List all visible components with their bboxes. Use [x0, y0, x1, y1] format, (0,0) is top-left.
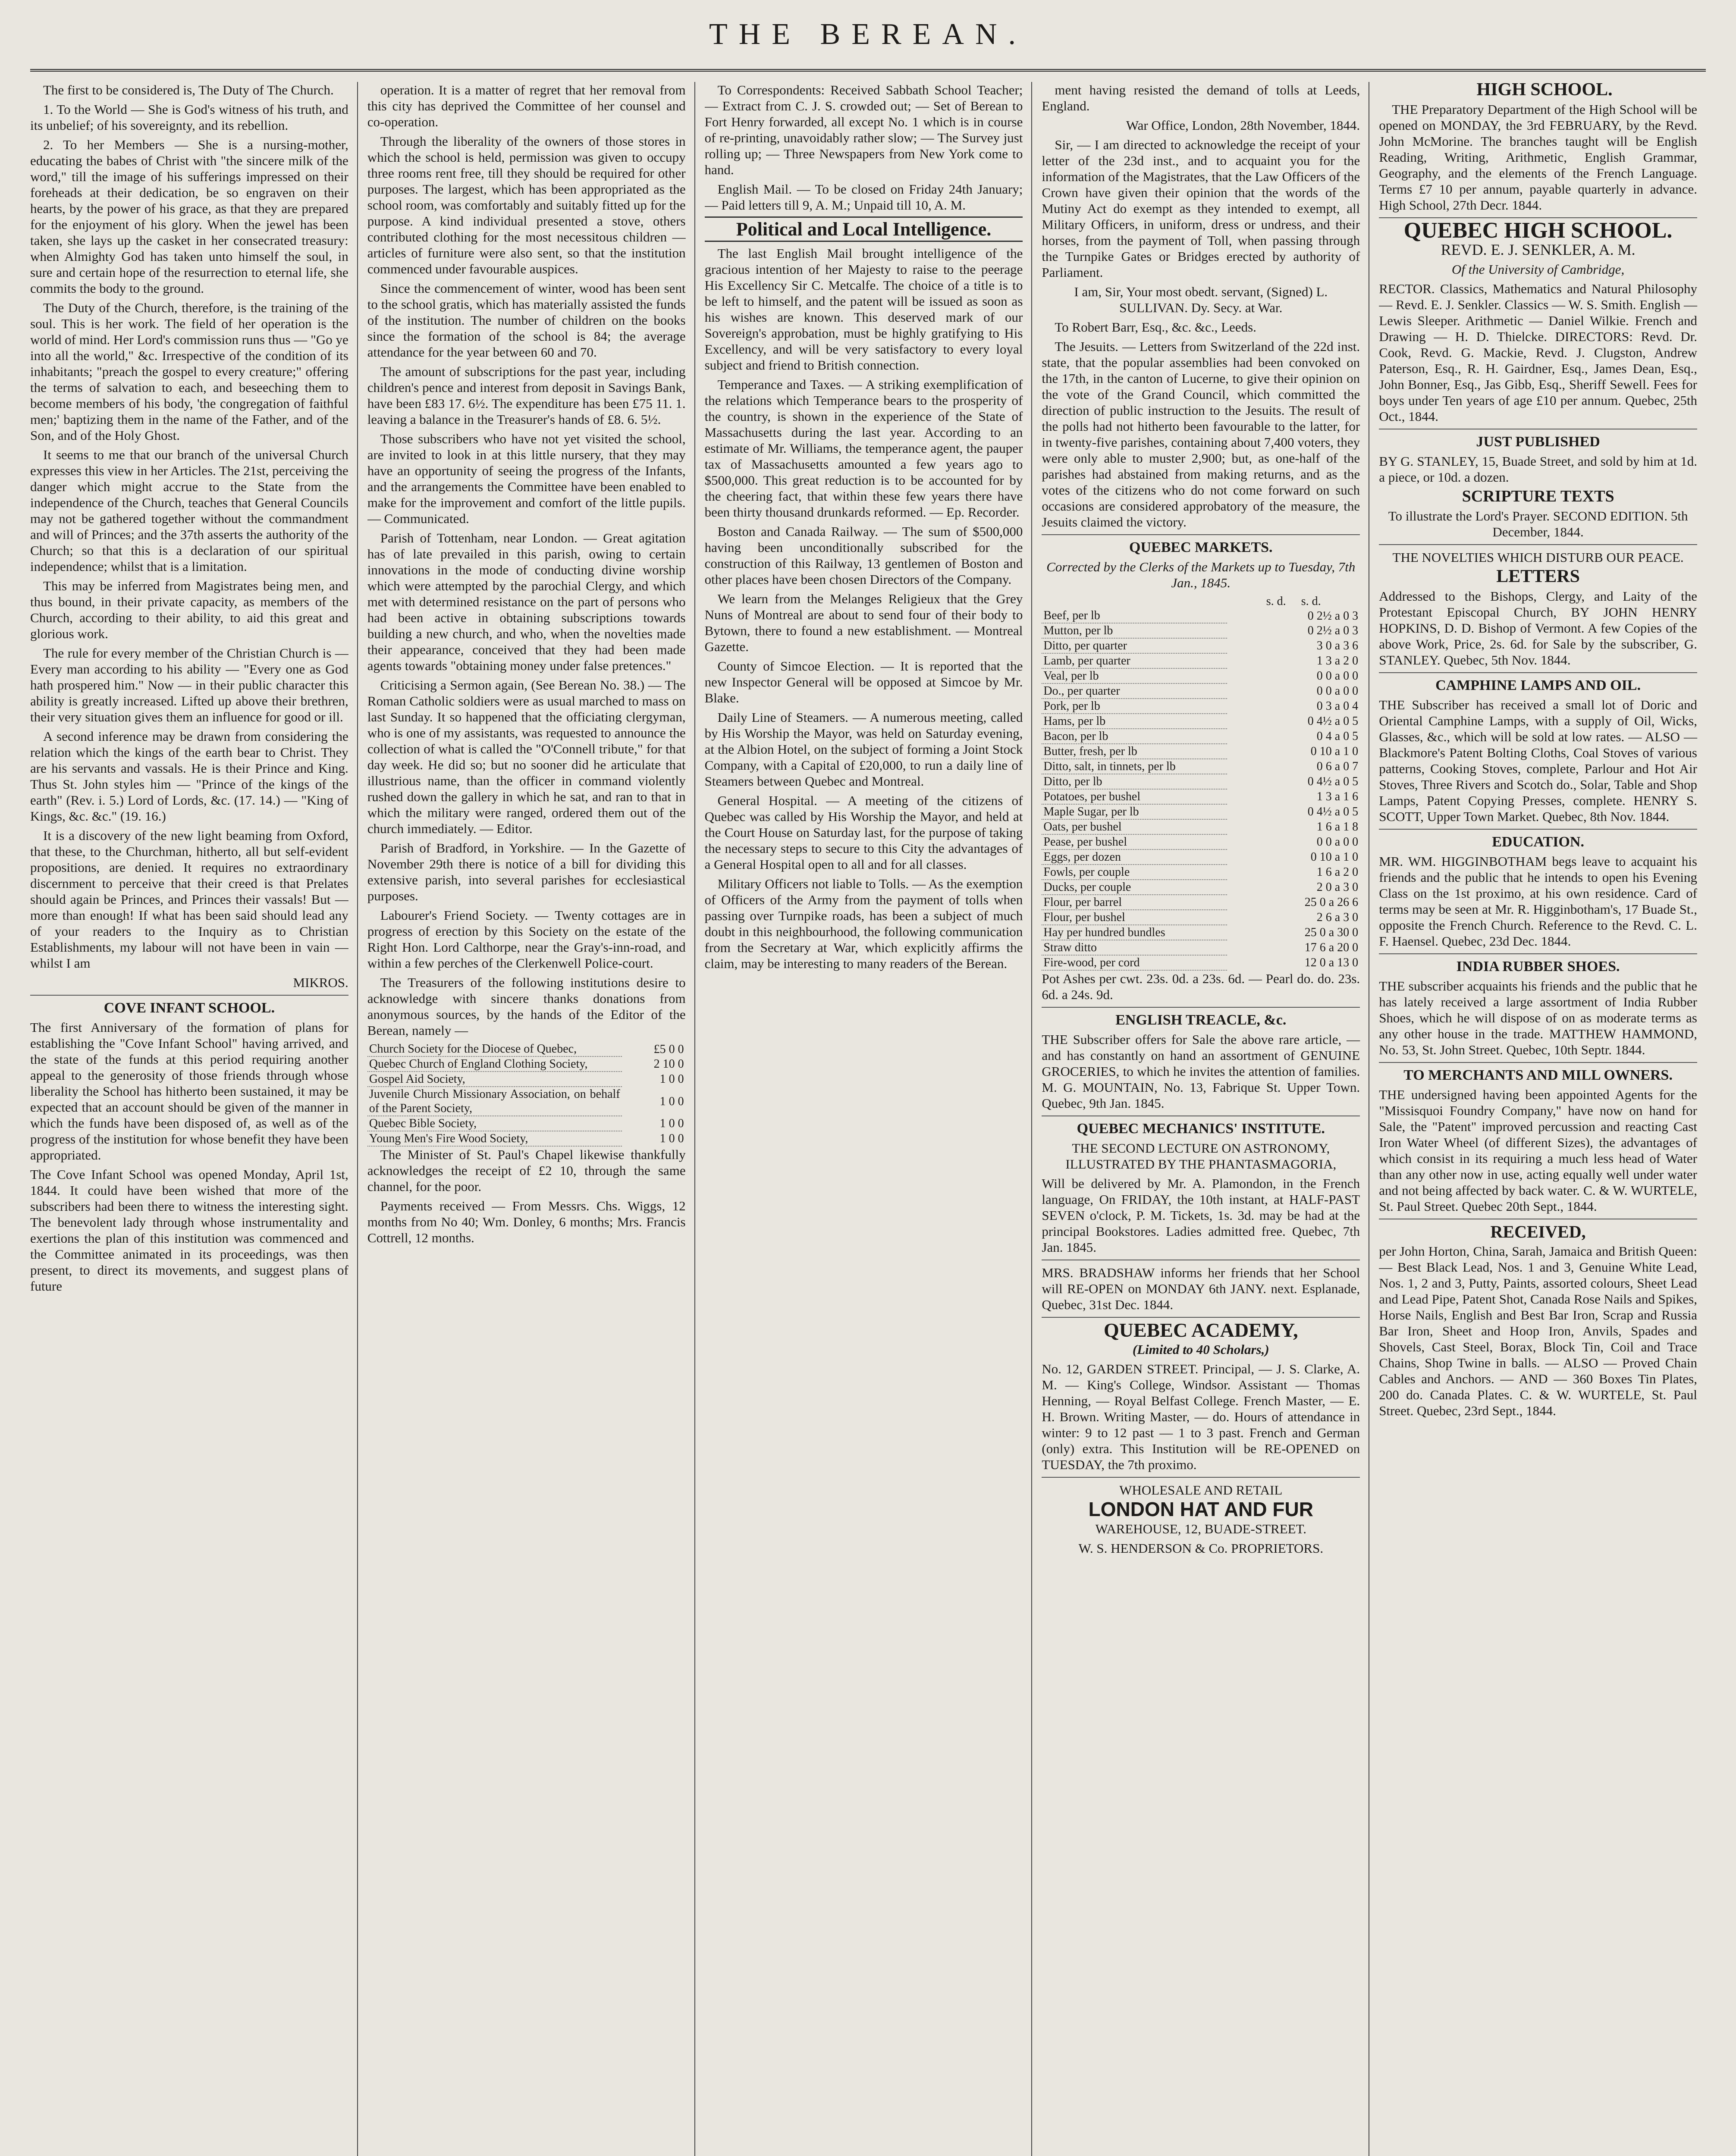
market-price: 3 0 a 3 6 [1316, 639, 1359, 652]
article-paragraph: The Duty of the Church, therefore, is the training of the soul. This is her work. The field of her operation is the world of mind. Her Lord's commission runs thus — "Go ye into all the world," &c. Irrespective of the condition of its inhabitants; "preach the gospel to every creature;" offering the terms of salvation to each, and beseeching them to become members of his body, 'the congregation of faithful men;' baptizing them in the name of the Father, and of the Son, and of the Holy Ghost. [30, 300, 348, 443]
ad-body: THE Subscriber has received a small lot of Doric and Oriental Camphine Lamps, with a supply of Oil, Wicks, Glasses, &c., which will be sold at low rates. — ALSO — Blackmore's Patent Bolting Cloths, Coal Stoves of various patterns, Cooking Stoves, complete, Parlour and Hot Air Stoves, Three Rivers and Scotch do., Solar, Table and Shop Lamps, Patent Copying Presses, complete. HENRY S. SCOTT, Upper Town Market. Quebec, 8th Nov. 1844. [1379, 697, 1697, 824]
article-paragraph: The Treasurers of the following institutions desire to acknowledge with sincere thanks donations from anonymous sources, by the hands of the Editor of the Berean, namely — [367, 975, 686, 1038]
market-item: Flour, per barrel [1042, 895, 1227, 910]
ad-proprietors: W. S. HENDERSON & Co. PROPRIETORS. [1078, 1541, 1324, 1556]
table-row [367, 1116, 686, 1131]
market-price: 1 3 a 1 6 [1316, 790, 1359, 803]
ad-heading: CAMPHINE LAMPS AND OIL. [1435, 677, 1641, 693]
donation-label: Juvenile Church Missionary Association, on behalf of the Parent Society, [367, 1087, 622, 1116]
ad-heading: QUEBEC MECHANICS' INSTITUTE. [1077, 1121, 1325, 1137]
ad-heading: LONDON HAT AND FUR [1088, 1498, 1313, 1520]
markets-table [1042, 594, 1360, 971]
market-price: 0 10 a 1 0 [1310, 850, 1359, 864]
table-row [1042, 925, 1360, 940]
market-item: Lamb, per quarter [1042, 653, 1227, 668]
article-paragraph: Boston and Canada Railway. — The sum of $500,000 having been unconditionally subscribed for the construction of this Railway, 13 gentlemen of Boston and other places have been chosen Directors of the Company. [704, 524, 1023, 587]
market-price: 0 4½ a 0 5 [1307, 775, 1359, 788]
article-paragraph: Temperance and Taxes. — A striking exemplification of the relations which Temperance bears to the prosperity of the country, is shown in the experience of the State of Massachusetts during the last year. According to an estimate of Mr. Williams, the temperance agent, the pauper tax of Massachusetts amounted a few years ago to $500,000. This great reduction is to be accounted for by the cheering fact, that within these few years there have been thirty thousand drunkards reformed. — Ep. Recorder. [704, 377, 1023, 520]
article-paragraph: The Jesuits. — Letters from Switzerland of the 22d inst. state, that the popular assemblies had been convoked on the 17th, in the canton of Lucerne, to give their opinion on the vote of the Grand Council, which committed the direction of public instruction to the Jesuits. The result of the polls had not hitherto been favourable to the latter, for in twenty-five parishes, containing about 7,400 voters, they were only able to muster 2,900; but, as one-half of the parishes had abstained from making returns, and as the votes of the citizens who do not come forward on such occasions are considered approbatory of the measure, the Jesuits claimed the victory. [1042, 339, 1360, 530]
donation-amount: 1 0 0 [659, 1132, 684, 1145]
academy-ad [1042, 1317, 1360, 1473]
market-item: Bacon, per lb [1042, 729, 1227, 744]
market-item: Butter, fresh, per lb [1042, 744, 1227, 759]
publication-ad [1379, 429, 1697, 540]
market-price: 1 6 a 1 8 [1316, 820, 1359, 834]
table-row [1042, 653, 1360, 668]
cove-school-article [30, 995, 348, 1294]
ad-body: THE Preparatory Department of the High School will be opened on MONDAY, the 3rd FEBRUARY, by the Revd. John McMorine. The branches taught will be English Reading, Writing, Arithmetic, English Grammar, Geography, and the elements of the French Language. Terms £7 10 per annum, payable quarterly in advance. High School, 27th Decr. 1844. [1379, 102, 1697, 213]
article-paragraph: A second inference may be drawn from considering the relation which the kings of the earth bear to Christ. They are his servants and vassals. He is their Prince and King. Thus St. John styles him — "Prince of the kings of the earth" (Rev. i. 5.) Lord of Lords, &c. (17. 14.) — "King of Kings, &c. &c." (19. 16.) [30, 729, 348, 824]
market-price: 0 4 a 0 5 [1316, 730, 1359, 743]
ad-body: THE subscriber acquaints his friends and the public that he has lately received a large assortment of India Rubber Shoes, which he will dispose of on as moderate terms as any other house in the trade. MATTHEW HAMMOND, No. 53, St. John Street. Quebec, 10th Septr. 1844. [1379, 978, 1697, 1057]
column-header [1227, 594, 1360, 608]
rector-university: Of the University of Cambridge, [1451, 262, 1625, 277]
ashes-prices: Pot Ashes per cwt. 23s. 0d. a 23s. 6d. — Pearl do. do. 23s. 6d. a 24s. 9d. [1042, 971, 1360, 1002]
market-item: Flour, per bushel [1042, 910, 1227, 925]
table-row [1042, 910, 1360, 925]
ad-heading: EDUCATION. [1492, 834, 1584, 850]
article-paragraph: 1. To the World — She is God's witness of his truth, and its unbelief; of his sovereignty, and its rebellion. [30, 102, 348, 133]
column-3 [705, 82, 1033, 2156]
column-5 [1379, 82, 1706, 2156]
ad-body: MRS. BRADSHAW informs her friends that her School will RE-OPEN on MONDAY 6th JANY. next. Esplanade, Quebec, 31st Dec. 1844. [1042, 1265, 1360, 1312]
table-row [1042, 804, 1360, 819]
market-price: 0 0 a 0 0 [1316, 684, 1359, 698]
market-price: 0 4½ a 0 5 [1307, 714, 1359, 728]
column-4 [1042, 82, 1369, 2156]
ad-body: THE undersigned having been appointed Agents for the "Missisquoi Foundry Company," have now on hand for Sale, the "Patent" improved percussion and reacting Cast Iron Water Wheel (of different Sizes), the advantages of which consist in its requiring a much less head of Water than any other now in use, acting equally well under water and not being affected by back water. C. & W. WURTELE, St. Paul Street. Quebec 20th Sept., 1844. [1379, 1087, 1697, 1214]
market-price: 0 0 a 0 0 [1316, 835, 1359, 849]
article-paragraph: ment having resisted the demand of tolls at Leeds, England. [1042, 82, 1360, 113]
article-paragraph: Through the liberality of the owners of those stores in which the school is held, permission was given to occupy three rooms rent free, till they should be required for other purposes. The largest, which has been appropriated as the school room, was comfortably and suitably fitted up for the purpose. A kind individual presented a stove, others contributed clothing for the most necessitous children — articles of furniture were also sent, so that the institution commenced under favourable auspices. [367, 134, 686, 276]
ad-subheading: (Limited to 40 Scholars,) [1132, 1342, 1269, 1357]
table-header-row [1042, 594, 1360, 608]
table-row [1042, 714, 1360, 729]
market-price: 25 0 a 30 0 [1304, 926, 1359, 939]
section-heading: Political and Local Intelligence. [705, 216, 1023, 242]
ad-heading: ENGLISH TREACLE, &c. [1115, 1012, 1287, 1028]
article-paragraph: Military Officers not liable to Tolls. — As the exemption of Officers of the Army from the payment of tolls when passing over Turnpike roads, has been a subject of much doubt in this neighbourhood, the following communication from the Secretary at War, which explicitly affirms the claim, may be interesting to many readers of the Berean. [704, 876, 1023, 971]
market-item: Ditto, per quarter [1042, 638, 1227, 653]
market-price: 1 3 a 2 0 [1316, 654, 1359, 667]
table-row [1042, 819, 1360, 834]
table-row [1042, 608, 1360, 623]
table-row [1042, 774, 1360, 789]
article-paragraph: Since the commencement of winter, wood has been sent to the school gratis, which has materially assisted the funds of the institution. The number of children on the books since the formation of the school is 84; the average attendance for the year between 60 and 70. [367, 281, 686, 360]
article-paragraph: The Cove Infant School was opened Monday, April 1st, 1844. It could have been wished that more of the subscribers had been there to witness the interesting sight. The benevolent lady through whose instrumentality and exertions the plan of this institution was commenced and the Committee animated in its proceedings, was then present, to direct its movements, and suggest plans of future [30, 1167, 348, 1294]
market-item: Veal, per lb [1042, 668, 1227, 683]
market-item: Potatoes, per bushel [1042, 789, 1227, 804]
column-header-2: s. d. [1301, 595, 1321, 608]
markets-subheading: Corrected by the Clerks of the Markets up to Tuesday, 7th Jan., 1845. [1046, 559, 1356, 590]
letter-signoff: I am, Sir, Your most obedt. servant, (Signed) L. SULLIVAN. Dy. Secy. at War. [1074, 284, 1328, 315]
article-paragraph: Criticising a Sermon again, (See Berean No. 38.) — The Roman Catholic soldiers were as usual marched to mass on last Sunday. It so happened that the officiating clergyman, who is one of my assistants, was requested to announce the collection of what is called the "O'Connell tribute," for that day week. He did so; but no sooner did he articulate that illustrious name, than the officer in command violently rushed down the gallery in which he sat, and ran to that in which the military were ranged, ordered them out of the church immediately. — Editor. [367, 677, 686, 836]
notice-paragraph: English Mail. — To be closed on Friday 24th January; — Paid letters till 9, A. M.; Unpaid till 10, A. M. [704, 182, 1023, 213]
donation-label: Church Society for the Diocese of Quebec, [367, 1042, 622, 1056]
market-item: Eggs, per dozen [1042, 849, 1227, 865]
letter-heading: War Office, London, 28th November, 1844. [1126, 118, 1360, 133]
table-row [367, 1087, 686, 1116]
article-paragraph: operation. It is a matter of regret that her removal from this city has deprived the Committee of her counsel and co-operation. [367, 82, 686, 129]
article-paragraph: County of Simcoe Election. — It is reported that the new Inspector General will be opposed at Simcoe by Mr. Blake. [704, 658, 1023, 705]
table-row [367, 1056, 686, 1072]
signature: MIKROS. [293, 975, 348, 990]
article-paragraph: The last English Mail brought intelligence of the gracious intention of her Majesty to raise to the peerage His Excellency Sir C. Metcalfe. The choice of a title is to be left to himself, and the patent will be issued as soon as his wishes are known. This deserved mark of our Sovereign's approbation, must be highly gratifying to His Excellency, and will be very satisfactory to every loyal subject and friend to British connection. [704, 246, 1023, 373]
table-row [1042, 683, 1360, 699]
received-ad [1379, 1219, 1697, 1419]
newspaper-page [30, 17, 1706, 2156]
table-row [1042, 623, 1360, 638]
education-ad [1379, 829, 1697, 949]
article-paragraph: It is a discovery of the new light beaming from Oxford, that these, to the Churchman, hitherto, all but self-evident propositions, are denied. It requires no extraordinary discernment to perceive that their creed is that Prelates should again be Princes, and Princes their vassals! But — more than enough! If what has been said should lead any of your readers to the Inquiry as to Christian Establishments, my labour will not have been in vain — whilst I am [30, 828, 348, 971]
column-header-1: s. d. [1266, 595, 1286, 608]
table-row [1042, 849, 1360, 865]
table-row [367, 1042, 686, 1056]
article-paragraph: Those subscribers who have not yet visited the school, are invited to look in at this little nursery, that they may have an opportunity of seeing the progress of the Infants, and the arrangements the Committee have been enabled to make for the improvement and comfort of the little pupils. — Communicated. [367, 431, 686, 526]
donation-label: Quebec Church of England Clothing Society, [367, 1056, 622, 1072]
donations-table [367, 1042, 686, 1147]
markets-section [1042, 534, 1360, 1003]
market-item: Straw ditto [1042, 940, 1227, 955]
notice-paragraph: To Correspondents: Received Sabbath School Teacher; — Extract from C. J. S. crowded out; — Set of Berean to Fort Henry forwarded, all except No. 1 which is in course of re-printing, unavoidably rather slow; — The Survey just rolling up; — Three Newspapers from New York come to hand. [704, 82, 1023, 177]
table-row [367, 1072, 686, 1087]
donation-label: Young Men's Fire Wood Society, [367, 1131, 622, 1146]
table-row [1042, 759, 1360, 774]
article-paragraph: It seems to me that our branch of the universal Church expresses this view in her Articles. The 21st, perceiving the danger which might accrue to the State from the independence of the Church, teaches that General Councils may not be gathered together without the commandment and will of Princes; and the 37th asserts the authority of the Church; so that this is a declaration of our spiritual independence; whilst that is a limitation. [30, 447, 348, 574]
ad-kicker: JUST PUBLISHED [1476, 434, 1600, 450]
table-row [1042, 744, 1360, 759]
table-row [367, 1131, 686, 1146]
article-paragraph: Parish of Tottenham, near London. — Great agitation has of late prevailed in this parish, owing to certain innovations in the mode of conducting divine worship which were attempted by the parochial Clergy, and which met with determined resistance on the part of persons who had been active in obtaining subscriptions towards building a new church, and who, when the novelties made their appearance, conceived that they had been made agents towards "obtaining money under false pretences." [367, 530, 686, 673]
market-price: 0 3 a 0 4 [1316, 699, 1359, 713]
market-item: Maple Sugar, per lb [1042, 804, 1227, 819]
market-price: 17 6 a 20 0 [1304, 941, 1359, 954]
article-paragraph: The amount of subscriptions for the past year, including children's pence and interest from deposit in Savings Bank, have been £83 17. 6½. The expenditure has been £75 11. 1. leaving a balance in the Treasurer's hands of £8. 6. 5½. [367, 364, 686, 427]
article-paragraph: Parish of Bradford, in Yorkshire. — In the Gazette of November 29th there is notice of a bill for dividing this extensive parish, into several parishes for ecclesiastical purposes. [367, 840, 686, 903]
treacle-ad [1042, 1007, 1360, 1111]
rector-name: REVD. E. J. SENKLER, A. M. [1441, 241, 1636, 258]
table-row [1042, 729, 1360, 744]
ad-subheading: WAREHOUSE, 12, BUADE-STREET. [1095, 1521, 1306, 1536]
ad-body: RECTOR. Classics, Mathematics and Natural Philosophy — Revd. E. J. Senkler. Classics — W. S. Smith. English — Lewis Sleeper. Arithmetic — Daniel Wilkie. French and Drawing — H. D. Thielcke. DIRECTORS: Revd. Dr. Cook, Revd. G. Mackie, Revd. J. Clugston, Andrew Paterson, Esq., R. H. Gairdner, Esq., James Dean, Esq., John Bonner, Esq., Jas Gibb, Esq., Sheriff Sewell. Fees for boys under Ten years of age £10 per annum. Quebec, 25th Oct., 1844. [1379, 281, 1697, 424]
ad-kicker: WHOLESALE AND RETAIL [1119, 1482, 1283, 1498]
market-price: 0 6 a 0 7 [1316, 760, 1359, 773]
donation-amount: 2 10 0 [653, 1057, 684, 1071]
article-paragraph: Labourer's Friend Society. — Twenty cottages are in progress of erection by this Society on the estate of the Right Hon. Lord Calthorpe, near the Gray's-inn-road, and within a few perches of the Clerkenwell Police-court. [367, 908, 686, 971]
merchants-ad [1379, 1062, 1697, 1214]
ad-body: per John Horton, China, Sarah, Jamaica and British Queen: — Best Black Lead, Nos. 1 and 3, Genuine White Lead, Nos. 1, 2 and 3, Putty, Paints, assorted colours, Sheet Lead and Lead Pipe, Patent Shot, Canada Rose Nails and Spikes, Horse Nails, English and Best Bar Iron, Scrap and Russia Bar Iron, Sheet and Hoop Iron, Anvils, Spades and Shovels, Cast Steel, Borax, Block Tin, Coil and Trace Chains, Shop Twine in balls. — ALSO — Proved Chain Cables and Anchors. — AND — 360 Boxes Tin Plates, 200 do. Canada Plates. C. & W. WURTELE, St. Paul Street. Quebec, 23rd Sept., 1844. [1379, 1244, 1697, 1418]
column-2 [367, 82, 695, 2156]
article-paragraph: This may be inferred from Magistrates being men, and thus bound, in their private capacity, as members of the Church, according to their ability, to aid this great and glorious work. [30, 578, 348, 641]
market-price: 2 6 a 3 0 [1316, 911, 1359, 924]
rubber-shoes-ad [1379, 953, 1697, 1058]
letter-body: Sir, — I am directed to acknowledge the receipt of your letter of the 23d inst., and to acquaint you for the information of the Magistrates, that the Law Officers of the Crown have given their opinion that the words of the Mutiny Act do exempt as they intended to exempt, all Military Officers, in uniform, dress or undress, and their horses, from the payment of Toll, when passing through the Turnpike Gates or Bridges erected by authority of Parliament. [1042, 137, 1360, 280]
market-item: Pease, per bushel [1042, 834, 1227, 849]
letter-address: To Robert Barr, Esq., &c. &c., Leeds. [1055, 320, 1256, 335]
market-item: Pork, per lb [1042, 699, 1227, 714]
table-row [1042, 895, 1360, 910]
article-paragraph: Payments received — From Messrs. Chs. Wiggs, 12 months from No 40; Wm. Donley, 6 months; Mrs. Francis Cottrell, 12 months. [367, 1198, 686, 1245]
mechanics-institute-ad [1042, 1116, 1360, 1255]
market-item: Oats, per bushel [1042, 819, 1227, 834]
article-paragraph: The first Anniversary of the formation of plans for establishing the "Cove Infant School" having arrived, and the state of the funds at this period requiring another appeal to the generosity of those friends through whose liberality the School has hitherto been sustained, it may be expected that an account should be given of the manner in which the funds have been disposed of, as well as of the progress of the institution for whose benefit they have been appropriated. [30, 1020, 348, 1163]
markets-heading: QUEBEC MARKETS. [1129, 539, 1273, 555]
article-paragraph: General Hospital. — A meeting of the citizens of Quebec was called by His Worship the Mayor, and held at the Court House on Saturday last, for the purpose of taking the necessary steps to secure to this City the advantages of a General Hospital open to all and for all classes. [704, 793, 1023, 872]
market-price: 0 2½ a 0 3 [1307, 609, 1359, 623]
ad-heading: LETTERS [1496, 567, 1580, 586]
donation-amount: 1 0 0 [659, 1094, 684, 1108]
table-row [1042, 699, 1360, 714]
ad-heading: QUEBEC ACADEMY, [1103, 1319, 1298, 1341]
ad-heading: RECEIVED, [1490, 1222, 1586, 1241]
market-item: Hay per hundred bundles [1042, 925, 1227, 940]
table-row [1042, 865, 1360, 880]
ad-subheading: THE SECOND LECTURE ON ASTRONOMY, ILLUSTRATED BY THE PHANTASMAGORIA, [1065, 1141, 1337, 1172]
table-row [1042, 834, 1360, 849]
table-row [1042, 955, 1360, 970]
ad-heading: INDIA RUBBER SHOES. [1456, 959, 1620, 975]
masthead: THE BEREAN. [30, 17, 1706, 72]
camphine-ad [1379, 672, 1697, 824]
bradshaw-ad [1042, 1260, 1360, 1313]
market-price: 12 0 a 13 0 [1304, 956, 1359, 969]
donation-amount: 1 0 0 [659, 1117, 684, 1130]
market-item: Mutton, per lb [1042, 623, 1227, 638]
table-row [1042, 789, 1360, 804]
article-paragraph: The Minister of St. Paul's Chapel likewise thankfully acknowledges the receipt of £2 10, through the same channel, for the poor. [367, 1147, 686, 1194]
ad-body: No. 12, GARDEN STREET. Principal, — J. S. Clarke, A. M. — King's College, Windsor. Assistant — Thomas Henning, — Royal Belfast College. French Master, — E. H. Brown. Writing Master, — do. Hours of attendance in winter: 9 to 12 past — 1 to 3 past. French and German (only) extra. This Institution will be RE-OPENED on TUESDAY, the 7th proximo. [1042, 1361, 1360, 1472]
donation-amount: £5 0 0 [653, 1042, 684, 1056]
market-item: Fire-wood, per cord [1042, 955, 1227, 970]
ad-body: Will be delivered by Mr. A. Plamondon, in the French language, On FRIDAY, the 10th instant, at HALF-PAST SEVEN o'clock, P. M. Tickets, 1s. 3d. may be had at the principal Bookstores. Ladies admitted free. Quebec, 7th Jan. 1845. [1042, 1176, 1360, 1255]
columns [30, 82, 1706, 2156]
market-item: Ditto, per lb [1042, 774, 1227, 789]
market-item: Hams, per lb [1042, 714, 1227, 729]
ad-kicker: THE NOVELTIES WHICH DISTURB OUR PEACE. [1392, 550, 1684, 565]
ad-heading: QUEBEC HIGH SCHOOL. [1403, 218, 1673, 243]
market-price: 1 6 a 2 0 [1316, 865, 1359, 879]
high-school-ad [1379, 82, 1697, 213]
market-price: 25 0 a 26 6 [1304, 896, 1359, 909]
article-paragraph: Daily Line of Steamers. — A numerous meeting, called by His Worship the Mayor, was held on Saturday evening, at the Albion Hotel, on the subject of forming a Joint Stock Company, with a Capital of £20,000, to run a daily line of Steamers between Quebec and Montreal. [704, 710, 1023, 789]
letters-ad [1379, 544, 1697, 668]
table-row [1042, 638, 1360, 653]
ad-body: To illustrate the Lord's Prayer. SECOND EDITION. 5th December, 1844. [1388, 508, 1688, 539]
market-price: 2 0 a 3 0 [1316, 881, 1359, 894]
ad-heading: HIGH SCHOOL. [1476, 82, 1613, 100]
donation-label: Quebec Bible Society, [367, 1116, 622, 1131]
market-item: Ditto, salt, in tinnets, per lb [1042, 759, 1227, 774]
donation-amount: 1 0 0 [659, 1072, 684, 1086]
article-paragraph: The rule for every member of the Christian Church is — Every man according to his ability — "Every one as God hath prospered him." Now — in their public character this ability is greatly increased. Lifted up above their brethren, their very situation gives them an influence for good or ill. [30, 646, 348, 724]
donation-label: Gospel Aid Society, [367, 1072, 622, 1087]
article-heading: COVE INFANT SCHOOL. [104, 1000, 275, 1016]
quebec-high-school-ad [1379, 217, 1697, 424]
ad-heading: TO MERCHANTS AND MILL OWNERS. [1403, 1067, 1673, 1083]
market-price: 0 0 a 0 0 [1316, 669, 1359, 683]
market-item: Ducks, per couple [1042, 880, 1227, 895]
market-item: Do., per quarter [1042, 683, 1227, 699]
article-paragraph: We learn from the Melanges Religieux that the Grey Nuns of Montreal are about to send four of their body to Bytown, there to found a new establishment. — Montreal Gazette. [704, 591, 1023, 654]
column-1 [30, 82, 358, 2156]
market-price: 0 2½ a 0 3 [1307, 624, 1359, 637]
market-item: Beef, per lb [1042, 608, 1227, 623]
table-row [1042, 668, 1360, 683]
market-price: 0 10 a 1 0 [1310, 745, 1359, 758]
hat-warehouse-ad [1042, 1477, 1360, 1556]
table-row [1042, 880, 1360, 895]
article-paragraph: The first to be considered is, The Duty of The Church. [43, 82, 334, 97]
ad-body: THE Subscriber offers for Sale the above rare article, — and has constantly on hand an assortment of GENUINE GROCERIES, to which he invites the attention of families. M. G. MOUNTAIN, No. 13, Fabrique St. Upper Town. Quebec, 9th Jan. 1845. [1042, 1032, 1360, 1111]
ad-heading: SCRIPTURE TEXTS [1462, 487, 1614, 505]
article-paragraph: 2. To her Members — She is a nursing-mother, educating the babes of Christ with "the sincere milk of the word," till the image of his sufferings impressed on their foreheads at their dedication, be so engraven on their hearts, by the power of his grace, as that they are prepared for the enjoyment of his glory. When the jewel has been taken, she lays up the casket in her consecrated treasury: when Almighty God has taken unto himself the soul, in sure and certain hope of the resurrection to eternal life, she commits the body to the ground. [30, 137, 348, 296]
market-item: Fowls, per couple [1042, 865, 1227, 880]
market-price: 0 4½ a 0 5 [1307, 805, 1359, 818]
ad-body: MR. WM. HIGGINBOTHAM begs leave to acquaint his friends and the public that he intends to open his Evening Class on the 1st proximo, at his own residence. Card of terms may be seen at Mr. R. Higginbotham's, 17 Buade St., opposite the French Church. Reference to the Revd. C. L. F. Haensel. Quebec, 23d Dec. 1844. [1379, 854, 1697, 949]
ad-body: BY G. STANLEY, 15, Buade Street, and sold by him at 1d. a piece, or 10d. a dozen. [1379, 454, 1697, 485]
ad-body: Addressed to the Bishops, Clergy, and Laity of the Protestant Episcopal Church, BY JOHN HENRY HOPKINS, D. D. Bishop of Vermont. A few Copies of the above Work, Price, 2s. 6d. for Sale by the subscriber, G. STANLEY. Quebec, 5th Nov. 1844. [1379, 589, 1697, 667]
table-row [1042, 940, 1360, 955]
